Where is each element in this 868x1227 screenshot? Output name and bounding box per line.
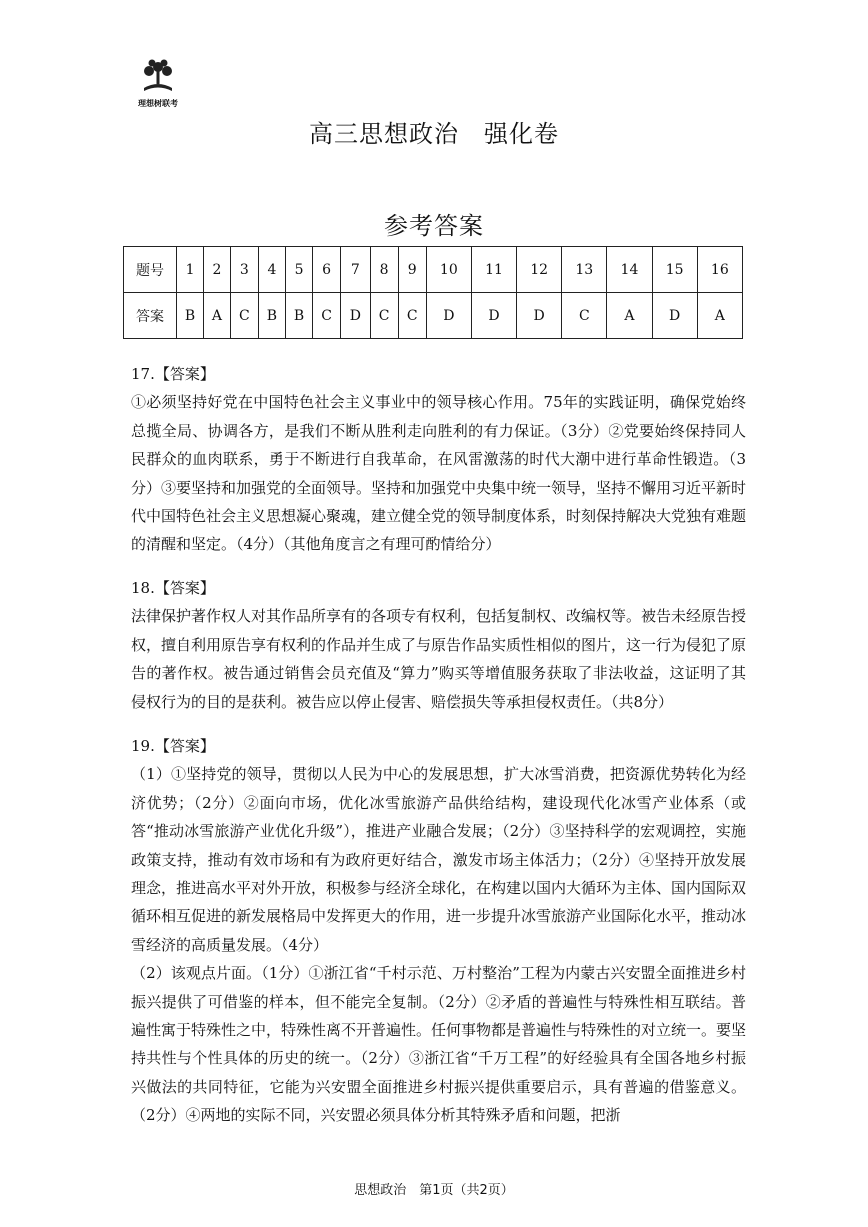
question-number: 6 <box>313 247 341 293</box>
question-number-row <box>124 247 743 293</box>
tree-icon <box>138 58 178 98</box>
question-number: 10 <box>426 247 471 293</box>
question-number: 11 <box>471 247 516 293</box>
answer-cell: D <box>341 293 370 339</box>
answer-19-heading: 19.【答案】 <box>131 737 215 755</box>
question-number: 4 <box>258 247 285 293</box>
answer-17-body: ①必须坚持好党在中国特色社会主义事业中的领导核心作用。75年的实践证明，确保党始终总揽全局、协调各方，是我们不断从胜利走向胜利的有力保证。（3分）②党要始终保持同人民群众的血肉联系，勇于不断进行自我革命，在风雷激荡的时代大潮中进行革命性锻造。（3分）③要坚持和加强党的全面领导。坚持和加强党中央集中统一领导，坚持不懈用习近平新时代中国特色社会主义思想凝心聚魂，建立健全党的领导制度体系，时刻保持解决大党独有难题的清醒和坚定。（4分）（其他角度言之有理可酌情给分） <box>131 393 747 554</box>
row-header-number: 题号 <box>124 247 177 293</box>
answer-19 <box>131 732 746 1130</box>
answer-cell: D <box>426 293 471 339</box>
answer-cell: C <box>398 293 426 339</box>
answer-18-body: 法律保护著作权人对其作品所享有的各项专有权利，包括复制权、改编权等。被告未经原告授权，擅自利用原告享有权利的作品并生成了与原告作品实质性相似的图片，这一行为侵犯了原告的著作权。被告通过销售会员充值及“算力”购买等增值服务获取了非法收益，这证明了其侵权行为的目的是获利。被告应以停止侵害、赔偿损失等承担侵权责任。（共8分） <box>131 607 747 711</box>
answer-17-heading: 17.【答案】 <box>131 365 215 383</box>
question-number: 14 <box>607 247 652 293</box>
answer-19-part2: （2）该观点片面。（1分）①浙江省“千村示范、万村整治”工程为内蒙古兴安盟全面推进乡村振兴提供了可借鉴的样本，但不能完全复制。（2分）②矛盾的普遍性与特殊性相互联结。普遍性寓于特殊性之中，特殊性离不开普遍性。任何事物都是普遍性与特殊性的对立统一。要坚持共性与个性具体的历史的统一。（2分）③浙江省“千万工程”的好经验具有全国各地乡村振兴做法的共同特征，它能为兴安盟全面推进乡村振兴提供重要启示，具有普遍的借鉴意义。（2分）④两地的实际不同，兴安盟必须具体分析其特殊矛盾和问题，把浙 <box>131 964 747 1125</box>
question-number: 2 <box>204 247 231 293</box>
answer-18 <box>131 574 746 716</box>
page-title: 高三思想政治 强化卷 <box>309 120 559 148</box>
answer-17 <box>131 360 746 559</box>
answer-cell: D <box>652 293 697 339</box>
answer-cell: A <box>204 293 231 339</box>
answer-cell: B <box>285 293 312 339</box>
logo-text: 理想树联考 <box>138 98 178 108</box>
answer-cell: B <box>177 293 204 339</box>
question-number: 5 <box>285 247 312 293</box>
answer-cell: B <box>258 293 285 339</box>
question-number: 13 <box>562 247 607 293</box>
question-number: 8 <box>370 247 398 293</box>
answer-cell: D <box>471 293 516 339</box>
answer-18-heading: 18.【答案】 <box>131 579 215 597</box>
question-number: 12 <box>517 247 562 293</box>
answer-cell: A <box>607 293 652 339</box>
question-number: 15 <box>652 247 697 293</box>
logo <box>128 58 188 110</box>
question-number: 16 <box>697 247 742 293</box>
answer-row <box>124 293 743 339</box>
question-number: 7 <box>341 247 370 293</box>
answer-cell: D <box>517 293 562 339</box>
answer-cell: A <box>697 293 742 339</box>
question-number: 9 <box>398 247 426 293</box>
answer-19-part1: （1）①坚持党的领导，贯彻以人民为中心的发展思想，扩大冰雪消费，把资源优势转化为经济优势；（2分）②面向市场，优化冰雪旅游产品供给结构，建设现代化冰雪产业体系（或答“推动冰雪旅游产业优化升级”），推进产业融合发展；（2分）③坚持科学的宏观调控，实施政策支持，推动有效市场和有为政府更好结合，激发市场主体活力；（2分）④坚持开放发展理念，推进高水平对外开放，积极参与经济全球化，在构建以国内大循环为主体、国内国际双循环相互促进的新发展格局中发挥更大的作用，进一步提升冰雪旅游产业国际化水平，推动冰雪经济的高质量发展。（4分） <box>131 765 747 954</box>
page-subtitle: 参考答案 <box>384 212 484 240</box>
answer-table <box>123 246 743 339</box>
answer-cell: C <box>313 293 341 339</box>
answer-cell: C <box>370 293 398 339</box>
answer-cell: C <box>230 293 258 339</box>
question-number: 3 <box>230 247 258 293</box>
row-header-answer: 答案 <box>124 293 177 339</box>
answer-cell: C <box>562 293 607 339</box>
page-footer: 思想政治 第1页（共2页） <box>354 1183 514 1198</box>
question-number: 1 <box>177 247 204 293</box>
